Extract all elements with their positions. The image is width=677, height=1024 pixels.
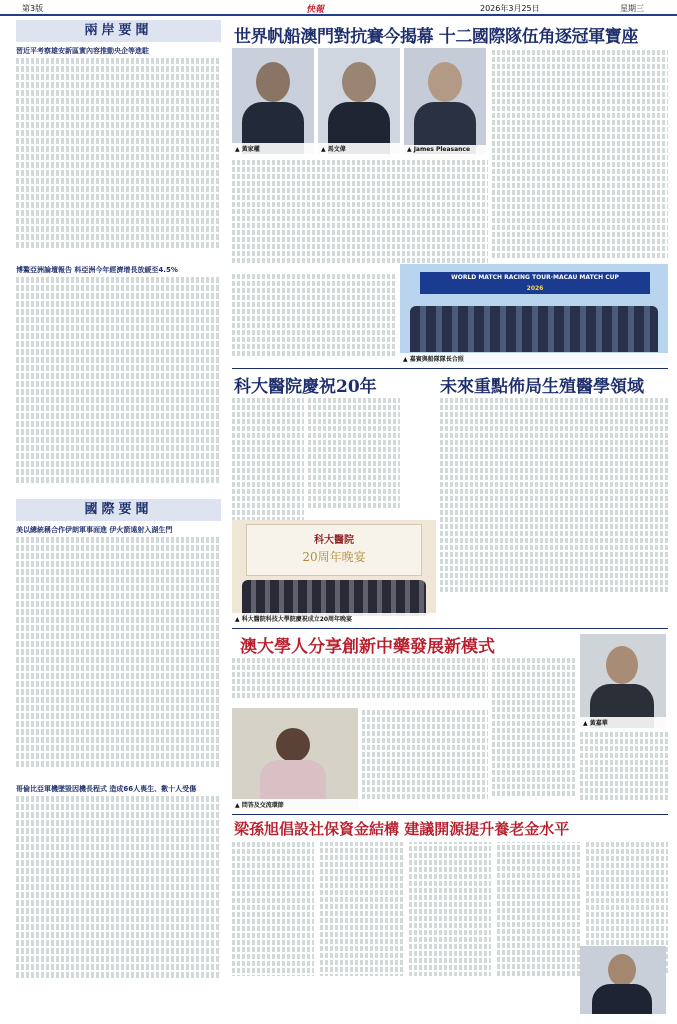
photo-caption: ▲ James Pleasance bbox=[404, 145, 486, 154]
top-headline: 世界帆船澳門對抗賽今揭幕 十二國際隊伍角逐冠軍寶座 bbox=[234, 27, 638, 47]
university-headline: 澳大學人分享創新中藥發展新模式 bbox=[240, 637, 495, 657]
event-banner bbox=[420, 272, 650, 294]
sidebar-article-4 bbox=[16, 784, 221, 1004]
hospital-headline-left: 科大醫院慶祝20年 bbox=[234, 377, 377, 397]
main-content bbox=[228, 20, 668, 1016]
portrait-head bbox=[342, 62, 376, 102]
issue-date: 2026年3月25日 bbox=[480, 4, 540, 13]
photo-portrait-legislator bbox=[580, 946, 666, 1014]
portrait-head bbox=[428, 62, 462, 102]
article-body-filler bbox=[16, 58, 221, 248]
photo-caption: ▲ 黃嘉華 bbox=[580, 717, 666, 728]
divider bbox=[232, 814, 668, 815]
hospital-article-text-right bbox=[440, 398, 668, 604]
sailing-article-bottom-text bbox=[232, 274, 396, 364]
newspaper-logo: 快報 bbox=[306, 5, 325, 15]
article-body-filler bbox=[16, 796, 221, 978]
university-article-text-mid bbox=[492, 658, 576, 808]
photo-group-sailing bbox=[400, 264, 668, 364]
pension-headline: 梁孫旭倡設社保資金結構 建議開源提升養老金水平 bbox=[234, 820, 570, 838]
portrait-head bbox=[256, 62, 290, 102]
photo-portrait-3 bbox=[404, 48, 486, 154]
sidebar-article-2 bbox=[16, 265, 221, 495]
article-headline: 哥倫比亞軍機墜毀因機長程式 造成66人喪生、數十人受傷 bbox=[16, 785, 197, 793]
hospital-article-text-mid bbox=[308, 398, 400, 518]
university-article-text-lower bbox=[362, 710, 488, 808]
article-headline: 博鰲亞洲論壇報告 料亞洲今年經濟增長放緩至4.5% bbox=[16, 266, 178, 274]
section-banner-top: 兩岸要聞 bbox=[16, 20, 221, 42]
photo-portrait-2 bbox=[318, 48, 400, 154]
event-banner-text: WORLD MATCH RACING TOUR·MACAU MATCH CUP bbox=[451, 274, 619, 281]
sailing-article-left-text bbox=[232, 160, 488, 270]
slide-screen bbox=[246, 524, 422, 576]
hospital-headline-right: 未來重點佈局生殖醫學領域 bbox=[440, 377, 644, 397]
portrait-head bbox=[608, 954, 636, 986]
section-banner-bottom: 國際要聞 bbox=[16, 499, 221, 521]
photo-caption: ▲ 科大醫院科技大學院慶祝成立20周年晚宴 bbox=[232, 613, 436, 624]
portrait-body bbox=[592, 984, 652, 1014]
university-article-text-left bbox=[232, 658, 488, 704]
photo-hospital-gala bbox=[232, 520, 436, 624]
sidebar-article-1 bbox=[16, 46, 221, 261]
page-number: 第3版 bbox=[22, 4, 44, 13]
photo-caption: ▲ 馬文偉 bbox=[318, 143, 400, 154]
article-body-filler bbox=[16, 277, 221, 483]
weekday: 星期三 bbox=[620, 4, 644, 13]
slide-title: 科大醫院 bbox=[314, 535, 354, 546]
sidebar-article-3 bbox=[16, 525, 221, 780]
speaker-head bbox=[276, 728, 310, 762]
event-banner-year: 2026 bbox=[526, 285, 544, 292]
article-headline: 美以總統稱合作伊朗軍事面進 伊火箭遠射入湖生門 bbox=[16, 526, 173, 534]
photo-caption: ▲ 問答及交流環節 bbox=[232, 799, 358, 810]
slide-subtitle: 20周年晚宴 bbox=[302, 550, 366, 564]
group-of-people bbox=[242, 580, 426, 616]
photo-caption: ▲ 嘉賓與船隊隊長合照 bbox=[400, 353, 668, 364]
photo-caption: ▲ 黃家權 bbox=[232, 143, 314, 154]
page-header bbox=[0, 0, 677, 16]
photo-portrait-professor bbox=[580, 634, 666, 728]
sailing-article-right-text bbox=[492, 50, 668, 260]
university-article-text-right bbox=[580, 732, 668, 808]
article-headline: 習近平考察雄安新區實內容推動央企等進駐 bbox=[16, 47, 149, 55]
photo-portrait-1 bbox=[232, 48, 314, 154]
article-body-filler bbox=[16, 537, 221, 767]
left-sidebar bbox=[16, 20, 221, 1016]
photo-qa-session bbox=[232, 708, 358, 810]
group-of-people bbox=[410, 306, 658, 352]
divider bbox=[232, 368, 668, 369]
divider bbox=[232, 628, 668, 629]
speaker-body bbox=[260, 760, 326, 800]
portrait-head bbox=[606, 646, 638, 684]
